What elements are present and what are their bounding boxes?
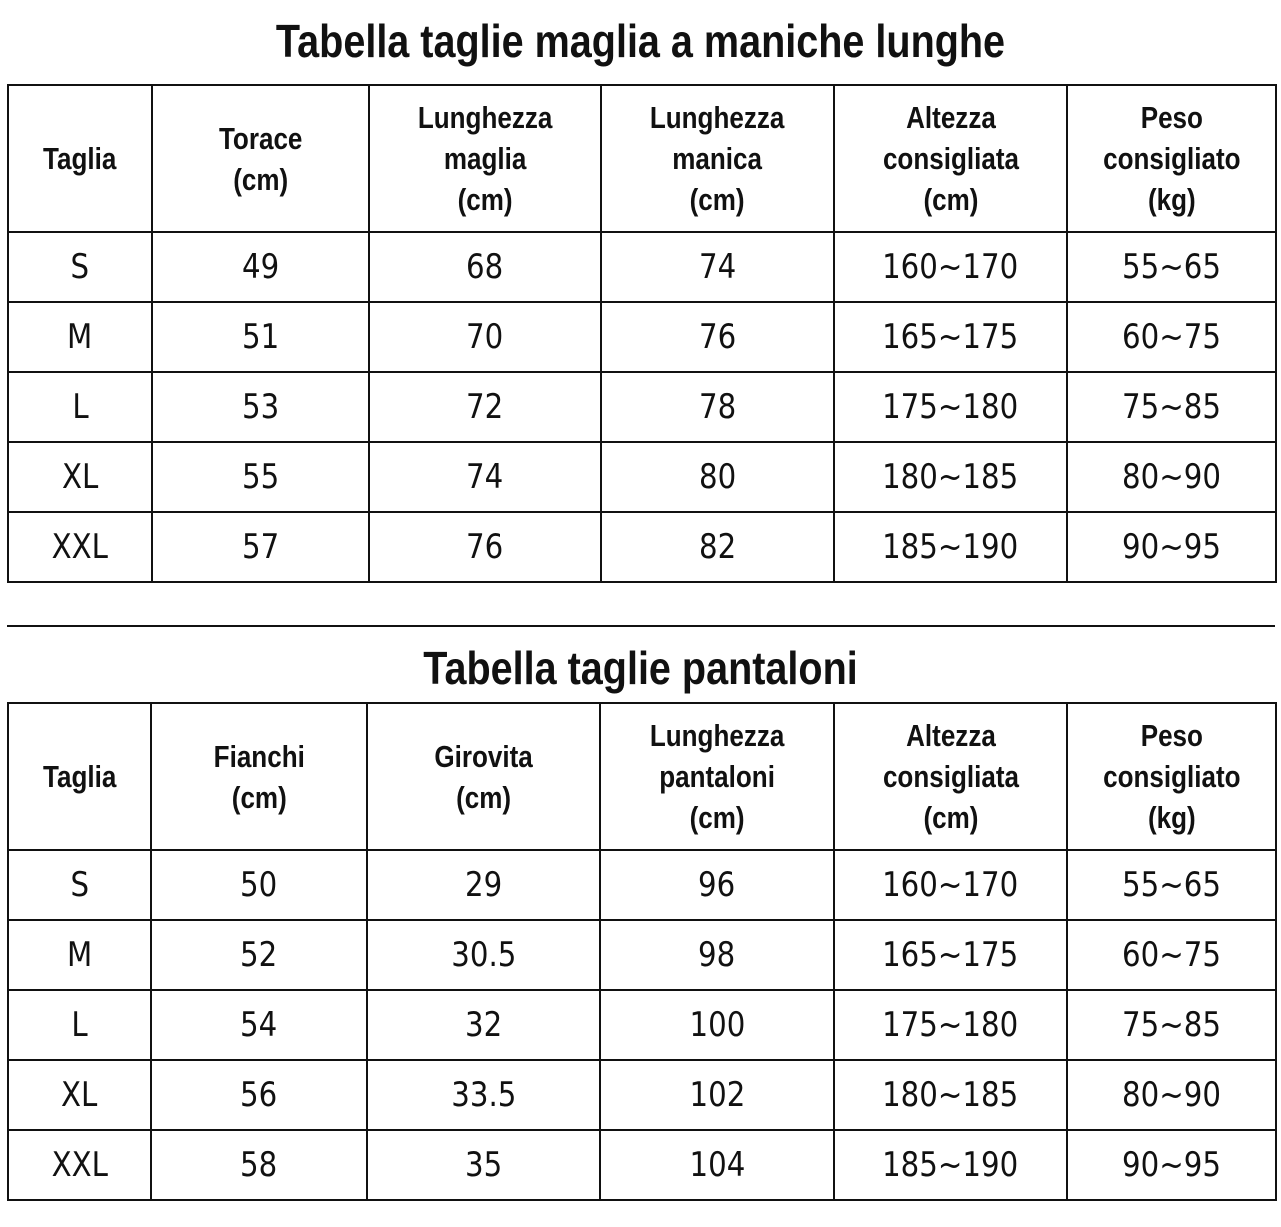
header-cell (367, 703, 600, 850)
header-line: Altezza (905, 100, 996, 135)
cell-value: 82 (698, 527, 737, 567)
data-cell (834, 1060, 1067, 1130)
data-cell (151, 850, 367, 920)
cell-value: 185~190 (882, 1145, 1019, 1185)
size-cell (8, 1130, 151, 1200)
cell-value: XL (61, 1075, 98, 1115)
data-cell (369, 442, 601, 512)
data-cell (834, 990, 1067, 1060)
header-cell (834, 85, 1067, 232)
cell-value: 55 (241, 457, 280, 497)
cell-value: 76 (698, 317, 737, 357)
data-cell (600, 990, 834, 1060)
data-cell (1067, 372, 1276, 442)
table-row (8, 920, 1276, 990)
cell-value: 80~90 (1122, 457, 1221, 497)
data-cell (151, 1130, 367, 1200)
size-cell (8, 302, 152, 372)
header-line: consigliato (1102, 759, 1241, 794)
header-line: consigliata (882, 759, 1019, 794)
cell-value: 54 (240, 1005, 278, 1045)
header-cell (8, 85, 152, 232)
data-cell (1067, 850, 1276, 920)
data-cell (600, 1130, 834, 1200)
size-cell (8, 990, 151, 1060)
data-cell (1067, 920, 1276, 990)
header-line: Peso (1140, 100, 1203, 135)
data-cell (151, 1060, 367, 1130)
cell-value: 75~85 (1122, 387, 1221, 427)
cell-value: 51 (241, 317, 280, 357)
header-line: Lunghezza (649, 718, 785, 753)
section-divider (7, 625, 1275, 627)
data-cell (152, 512, 369, 582)
cell-value: XXL (51, 527, 109, 567)
table-row (8, 850, 1276, 920)
pants-table-title: Tabella taglie pantaloni (423, 642, 858, 694)
cell-value: S (70, 865, 89, 905)
cell-value: 53 (241, 387, 280, 427)
cell-value: 57 (241, 527, 280, 567)
cell-value: 104 (689, 1145, 745, 1185)
cell-value: 55~65 (1122, 247, 1221, 287)
header-line: Taglia (43, 141, 117, 176)
data-cell (367, 850, 600, 920)
header-line: Torace (218, 120, 303, 156)
data-cell (601, 372, 834, 442)
header-cell (369, 85, 601, 232)
cell-value: 96 (698, 865, 736, 905)
header-cell (1067, 703, 1276, 850)
data-cell (151, 920, 367, 990)
cell-value: 55~65 (1122, 865, 1221, 905)
table-row (8, 512, 1276, 582)
data-cell (367, 1060, 600, 1130)
header-line: (cm) (233, 161, 288, 197)
size-cell (8, 442, 152, 512)
cell-value: 100 (689, 1005, 745, 1045)
data-cell (152, 442, 369, 512)
data-cell (369, 232, 601, 302)
cell-value: 185~190 (882, 527, 1019, 567)
cell-value: 33.5 (450, 1075, 517, 1115)
data-cell (369, 372, 601, 442)
table-row (8, 302, 1276, 372)
cell-value: 76 (466, 527, 504, 567)
cell-value: 98 (698, 935, 736, 975)
header-line: (cm) (690, 182, 745, 217)
data-cell (1067, 512, 1276, 582)
data-cell (1067, 442, 1276, 512)
cell-value: 80~90 (1122, 1075, 1221, 1115)
table-header-row (8, 703, 1276, 850)
cell-value: 68 (466, 247, 504, 287)
data-cell (834, 302, 1067, 372)
cell-value: 49 (241, 247, 280, 287)
data-cell (367, 1130, 600, 1200)
data-cell (600, 1060, 834, 1130)
data-cell (834, 1130, 1067, 1200)
data-cell (834, 850, 1067, 920)
size-cell (8, 1060, 151, 1130)
data-cell (369, 512, 601, 582)
data-cell (367, 990, 600, 1060)
data-cell (369, 302, 601, 372)
cell-value: 165~175 (882, 935, 1019, 975)
header-line: (kg) (1147, 800, 1196, 835)
header-line: (cm) (457, 182, 513, 217)
header-line: (cm) (689, 800, 745, 835)
cell-value: 74 (698, 247, 737, 287)
data-cell (152, 232, 369, 302)
cell-value: 30.5 (450, 935, 517, 975)
header-cell (152, 85, 369, 232)
cell-value: 50 (240, 865, 278, 905)
data-cell (601, 232, 834, 302)
header-line: (kg) (1147, 182, 1196, 217)
header-cell (601, 85, 834, 232)
data-cell (600, 850, 834, 920)
cell-value: 60~75 (1122, 317, 1221, 357)
table-row (8, 232, 1276, 302)
cell-value: 175~180 (882, 387, 1019, 427)
shirt-size-table (7, 84, 1277, 583)
header-line: Peso (1140, 718, 1203, 753)
cell-value: L (71, 387, 89, 427)
cell-value: 32 (464, 1005, 503, 1045)
size-cell (8, 232, 152, 302)
cell-value: 160~170 (882, 865, 1019, 905)
table-header-row (8, 85, 1276, 232)
header-line: Lunghezza (417, 100, 553, 135)
header-line: maglia (443, 141, 527, 176)
data-cell (367, 920, 600, 990)
cell-value: 60~75 (1122, 935, 1221, 975)
data-cell (1067, 990, 1276, 1060)
data-cell (834, 232, 1067, 302)
table-row (8, 442, 1276, 512)
cell-value: S (70, 247, 90, 287)
header-line: consigliato (1102, 141, 1241, 176)
data-cell (600, 920, 834, 990)
header-cell (600, 703, 834, 850)
header-line: (cm) (456, 779, 511, 815)
cell-value: XXL (51, 1145, 108, 1185)
header-line: manica (672, 141, 763, 176)
data-cell (834, 920, 1067, 990)
data-cell (151, 990, 367, 1060)
header-cell (151, 703, 367, 850)
size-cell (8, 920, 151, 990)
data-cell (1067, 1130, 1276, 1200)
cell-value: 160~170 (882, 247, 1019, 287)
shirt-table-title: Tabella taglie maglia a maniche lunghe (275, 15, 1006, 67)
cell-value: 35 (464, 1145, 503, 1185)
header-line: Girovita (434, 738, 533, 774)
data-cell (1067, 302, 1276, 372)
cell-value: 52 (240, 935, 278, 975)
cell-value: 56 (240, 1075, 278, 1115)
cell-value: 80 (698, 457, 737, 497)
data-cell (601, 512, 834, 582)
table-row (8, 1060, 1276, 1130)
cell-value: 165~175 (882, 317, 1019, 357)
cell-value: 90~95 (1122, 527, 1221, 567)
cell-value: L (71, 1005, 88, 1045)
data-cell (834, 442, 1067, 512)
pants-size-table (7, 702, 1277, 1201)
size-cell (8, 850, 151, 920)
table-row (8, 1130, 1276, 1200)
cell-value: 29 (464, 865, 503, 905)
header-cell (1067, 85, 1276, 232)
cell-value: 180~185 (882, 457, 1019, 497)
cell-value: 175~180 (882, 1005, 1019, 1045)
cell-value: 102 (689, 1075, 745, 1115)
data-cell (152, 302, 369, 372)
header-line: Fianchi (213, 738, 305, 774)
header-line: (cm) (923, 800, 978, 835)
cell-value: 70 (466, 317, 504, 357)
data-cell (152, 372, 369, 442)
header-cell (8, 703, 151, 850)
header-line: Lunghezza (650, 100, 785, 135)
header-line: Taglia (42, 759, 117, 794)
header-cell (834, 703, 1067, 850)
header-line: Altezza (905, 718, 996, 753)
header-line: (cm) (231, 779, 287, 815)
data-cell (834, 372, 1067, 442)
cell-value: 58 (240, 1145, 278, 1185)
table-row (8, 372, 1276, 442)
cell-value: M (66, 935, 93, 975)
data-cell (834, 512, 1067, 582)
data-cell (1067, 1060, 1276, 1130)
cell-value: 90~95 (1122, 1145, 1221, 1185)
data-cell (601, 442, 834, 512)
table-row (8, 990, 1276, 1060)
header-line: consigliata (882, 141, 1019, 176)
cell-value: M (67, 317, 93, 357)
cell-value: 75~85 (1122, 1005, 1221, 1045)
size-cell (8, 372, 152, 442)
cell-value: XL (61, 457, 99, 497)
data-cell (601, 302, 834, 372)
data-cell (1067, 232, 1276, 302)
cell-value: 74 (466, 457, 504, 497)
size-cell (8, 512, 152, 582)
header-line: pantaloni (659, 759, 775, 794)
header-line: (cm) (923, 182, 978, 217)
cell-value: 72 (466, 387, 504, 427)
cell-value: 78 (698, 387, 737, 427)
cell-value: 180~185 (882, 1075, 1019, 1115)
